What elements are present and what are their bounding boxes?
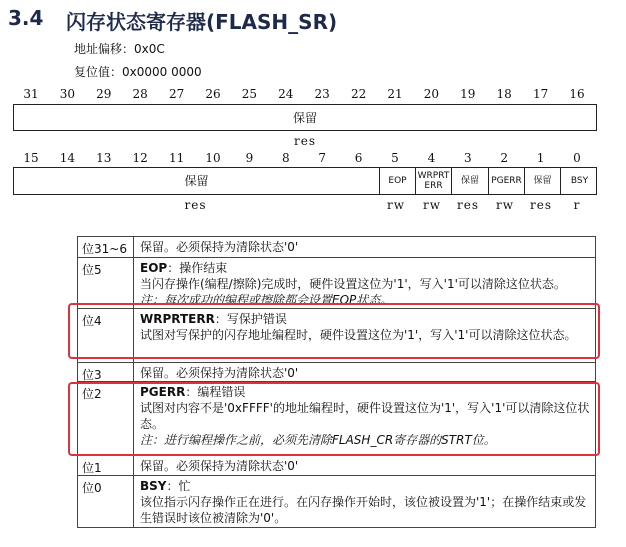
access-high: res — [294, 134, 316, 148]
access-reserved-low: res — [184, 198, 207, 212]
field-name: PGERR — [140, 385, 186, 399]
bit-number: 7 — [318, 151, 326, 165]
bit-number: 8 — [281, 151, 290, 165]
highlight-wrprterr — [68, 303, 600, 359]
desc-line: 当闪存操作(编程/擦除)完成时，硬件设置这位为'1'，写入'1'可以清除这位状态。 — [140, 277, 566, 291]
access-bit3: res — [457, 198, 479, 212]
row-content — [140, 239, 591, 255]
bit-number: 26 — [205, 87, 221, 101]
field-reserved-bit3: 保留 — [451, 168, 488, 194]
bit-label: 位0 — [82, 481, 102, 495]
field-reserved-bit1: 保留 — [524, 168, 560, 194]
field-name-desc: ：操作结束 — [167, 261, 228, 275]
bit-number: 30 — [59, 87, 76, 101]
bit-number: 20 — [423, 87, 440, 101]
field-name: BSY — [140, 479, 167, 493]
field-bsy: BSY — [560, 168, 598, 194]
bit-number: 17 — [532, 87, 549, 101]
row-content — [140, 458, 591, 474]
bit-number: 11 — [168, 151, 185, 165]
bit-label: 位2 — [82, 387, 102, 401]
bit-number: 13 — [96, 151, 112, 165]
field-name-desc: ：写保护错误 — [214, 312, 287, 326]
field-eop: EOP — [379, 168, 415, 194]
bit-label: 位31~6 — [82, 242, 127, 256]
bit-number: 19 — [460, 87, 476, 101]
field-wrprterr: WRPRT ERR — [415, 168, 451, 194]
bit-label: 位3 — [82, 368, 102, 382]
access-wrprterr: rw — [422, 198, 441, 212]
bit-number: 14 — [59, 151, 76, 165]
field-name-desc: ：忙 — [166, 479, 191, 493]
row-content — [140, 365, 591, 381]
table-row — [78, 237, 595, 257]
register-low-half — [13, 167, 597, 195]
high-bit-numbers — [0, 87, 626, 103]
desc-line: 试图对写保护的闪存地址编程时，硬件设置这位为'1'，写入'1'可以清除这位状态。 — [140, 328, 577, 342]
access-bsy: r — [573, 198, 581, 212]
bit-number: 1 — [536, 151, 545, 165]
access-eop: rw — [386, 198, 405, 212]
desc-line: 该位指示闪存操作正在进行。在闪存操作开始时，该位被设置为'1'；在操作结束或发生错误时该位被清除为'0'。 — [140, 495, 587, 525]
field-pgerr: PGERR — [488, 168, 524, 194]
register-high-half — [13, 104, 597, 131]
bit-number: 4 — [427, 151, 436, 165]
bit-number: 2 — [500, 151, 508, 165]
desc-note: 注：进行编程操作之前，必须先清除FLASH_CR寄存器的STRT位。 — [140, 433, 496, 447]
bit-label: 位1 — [82, 461, 102, 475]
reset-value: 复位值：0x0000 0000 — [74, 65, 202, 79]
desc-line: 保留。必须保持为清除状态'0' — [140, 240, 299, 254]
table-row — [78, 455, 595, 476]
bit-number: 23 — [314, 87, 330, 101]
highlight-pgerr — [68, 382, 600, 456]
bit-number: 29 — [96, 87, 112, 101]
desc-line: 保留。必须保持为清除状态'0' — [140, 366, 299, 380]
bit-number: 16 — [569, 87, 585, 101]
desc-line: 试图对内容不是'0xFFFF'的地址编程时，硬件设置这位为'1'，写入'1'可以清除这位状态。 — [140, 401, 590, 431]
row-content — [140, 478, 591, 526]
bit-number: 9 — [245, 151, 254, 165]
bit-label: 位5 — [82, 263, 102, 277]
row-content — [140, 260, 591, 308]
table-row — [78, 257, 595, 309]
desc-note: 注：每次成功的编程或擦除都会设置EOP状态。 — [140, 293, 393, 307]
reserved-field-low: 保留 — [184, 174, 209, 188]
field-name: EOP — [140, 261, 168, 275]
desc-line: 保留。必须保持为清除状态'0' — [140, 459, 299, 473]
bit-number: 3 — [463, 151, 472, 165]
bit-number: 15 — [23, 151, 39, 165]
bit-number: 6 — [354, 151, 363, 165]
bit-number: 10 — [205, 151, 221, 165]
section-number: 3.4 — [8, 6, 44, 30]
bit-number: 24 — [278, 87, 294, 101]
field-name: WRPRTERR — [140, 312, 215, 326]
bit-number: 12 — [132, 151, 148, 165]
bit-number: 31 — [23, 87, 39, 101]
reserved-field-high: 保留 — [292, 110, 317, 125]
low-bit-numbers — [0, 151, 626, 167]
address-offset: 地址偏移：0x0C — [74, 42, 165, 56]
bit-number: 28 — [132, 87, 148, 101]
bit-number: 18 — [496, 87, 512, 101]
bit-number: 21 — [387, 87, 403, 101]
bit-number: 25 — [241, 87, 258, 101]
bit-number: 0 — [573, 151, 581, 165]
table-row — [78, 362, 595, 382]
bit-label: 位4 — [82, 314, 102, 328]
access-pgerr: rw — [495, 198, 514, 212]
field-name-desc: ：编程错误 — [185, 385, 246, 399]
table-row — [78, 475, 595, 530]
access-bit1: res — [530, 198, 552, 212]
bit-number: 27 — [168, 87, 185, 101]
bit-number: 5 — [391, 151, 399, 165]
section-title: 闪存状态寄存器(FLASH_SR) — [66, 10, 338, 34]
bit-number: 22 — [350, 87, 367, 101]
